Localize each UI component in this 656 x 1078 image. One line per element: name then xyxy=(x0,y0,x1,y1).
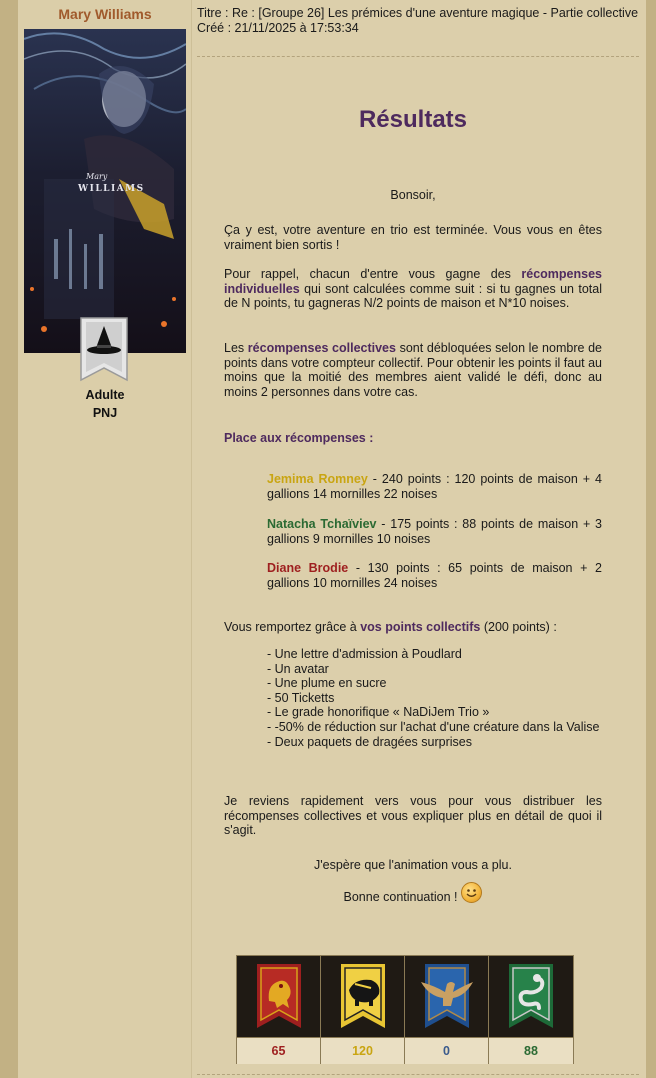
badger-banner-icon xyxy=(321,956,405,1037)
paragraph-individual: Pour rappel, chacun d'entre vous gagne des récompenses individuelles qui sont calculées comme suit : si tu gagnes un total de N points, tu gagneras N/2 points de maison et N*10 noises. xyxy=(224,267,602,311)
lion-banner-icon xyxy=(237,956,321,1037)
rewards-heading: Place aux récompenses : xyxy=(224,431,374,445)
svg-text:Mary: Mary xyxy=(86,172,108,181)
closing-bye: Bonne continuation ! xyxy=(224,882,602,905)
house-ravenclaw xyxy=(405,956,489,1037)
author-portrait[interactable] xyxy=(24,29,186,353)
footer-divider xyxy=(197,1074,639,1075)
collective-rewards-label: récompenses collectives xyxy=(247,341,396,355)
list-item: - Le grade honorifique « NaDiJem Trio » xyxy=(267,705,490,720)
member-name[interactable]: Natacha Tchaïviev xyxy=(267,517,377,531)
eagle-banner-icon xyxy=(405,956,489,1037)
closing-hope: J'espère que l'animation vous a plu. xyxy=(314,858,512,872)
results-heading: Résultats xyxy=(358,106,468,133)
post-body xyxy=(192,0,646,1078)
list-item: - -50% de réduction sur l'achat d'une créature dans la Valise xyxy=(267,719,600,734)
score-ravenclaw: 0 xyxy=(405,1037,489,1064)
list-item: - Une lettre d'admission à Poudlard xyxy=(267,647,462,661)
post-created: Créé : 21/11/2025 à 17:53:34 xyxy=(197,21,359,35)
paragraph-intro: Ça y est, votre aventure en trio est terminée. Vous vous en êtes vraiment bien sortis ! xyxy=(224,223,602,252)
svg-text:WILLIAMS: WILLIAMS xyxy=(78,184,145,194)
closing-paragraph: Je reviens rapidement vers vous pour vous distribuer les récompenses collectives et vous expliquer plus en détail de quoi il s'agit. xyxy=(224,794,602,838)
member-name[interactable]: Diane Brodie xyxy=(267,561,349,575)
collective-points-label: vos points collectifs xyxy=(360,620,481,634)
paragraph-collective: Les récompenses collectives sont débloquées selon le nombre de points dans votre compteur collectif. Pour obtenir les points il faut au moins que la moitié des membres aient validé le défi, donc au moins 2 personnes dans votre cas. xyxy=(224,341,602,399)
author-role: PNJ xyxy=(92,406,118,420)
header-divider xyxy=(197,56,639,57)
score-hufflepuff: 120 xyxy=(321,1037,405,1064)
portrait-art xyxy=(24,29,186,353)
house-gryffindor xyxy=(237,956,321,1037)
serpent-banner-icon xyxy=(489,956,573,1037)
reward-item: Jemima Romney - 240 points : 120 points de maison + 4 gallions 14 mornilles 22 noises xyxy=(267,472,602,501)
post-header xyxy=(197,6,639,36)
author-sidebar xyxy=(18,0,192,1078)
collective-intro: Vous remportez grâce à vos points collectifs (200 points) : xyxy=(224,620,557,634)
individual-rewards-label: récompenses individuelles xyxy=(224,267,602,296)
member-name[interactable]: Jemima Romney xyxy=(267,472,368,486)
list-item: - Une plume en sucre xyxy=(267,676,387,691)
list-item: - Un avatar xyxy=(267,661,329,676)
score-slytherin: 88 xyxy=(489,1037,573,1064)
greeting: Bonsoir, xyxy=(390,188,436,202)
house-hufflepuff xyxy=(321,956,405,1037)
list-item: - 50 Ticketts xyxy=(267,690,335,705)
post-title[interactable]: Titre : Re : [Groupe 26] Les prémices d'une aventure magique - Partie collective xyxy=(197,6,639,20)
author-name[interactable]: Mary Williams xyxy=(58,6,152,22)
post-frame xyxy=(18,0,646,1078)
house-slytherin xyxy=(489,956,573,1037)
smiley-icon xyxy=(461,882,482,903)
list-item: - Deux paquets de dragées surprises xyxy=(267,734,472,749)
witch-hat-icon xyxy=(78,316,130,384)
reward-item: Diane Brodie - 130 points : 65 points de maison + 2 gallions 10 mornilles 24 noises xyxy=(267,561,602,590)
reward-item: Natacha Tchaïviev - 175 points : 88 points de maison + 3 gallions 9 mornilles 10 noises xyxy=(267,517,602,546)
house-scoreboard xyxy=(236,955,574,1064)
collective-list xyxy=(267,647,602,749)
author-age-group: Adulte xyxy=(85,388,125,402)
rank-badge xyxy=(78,316,130,384)
score-gryffindor: 65 xyxy=(237,1037,321,1064)
